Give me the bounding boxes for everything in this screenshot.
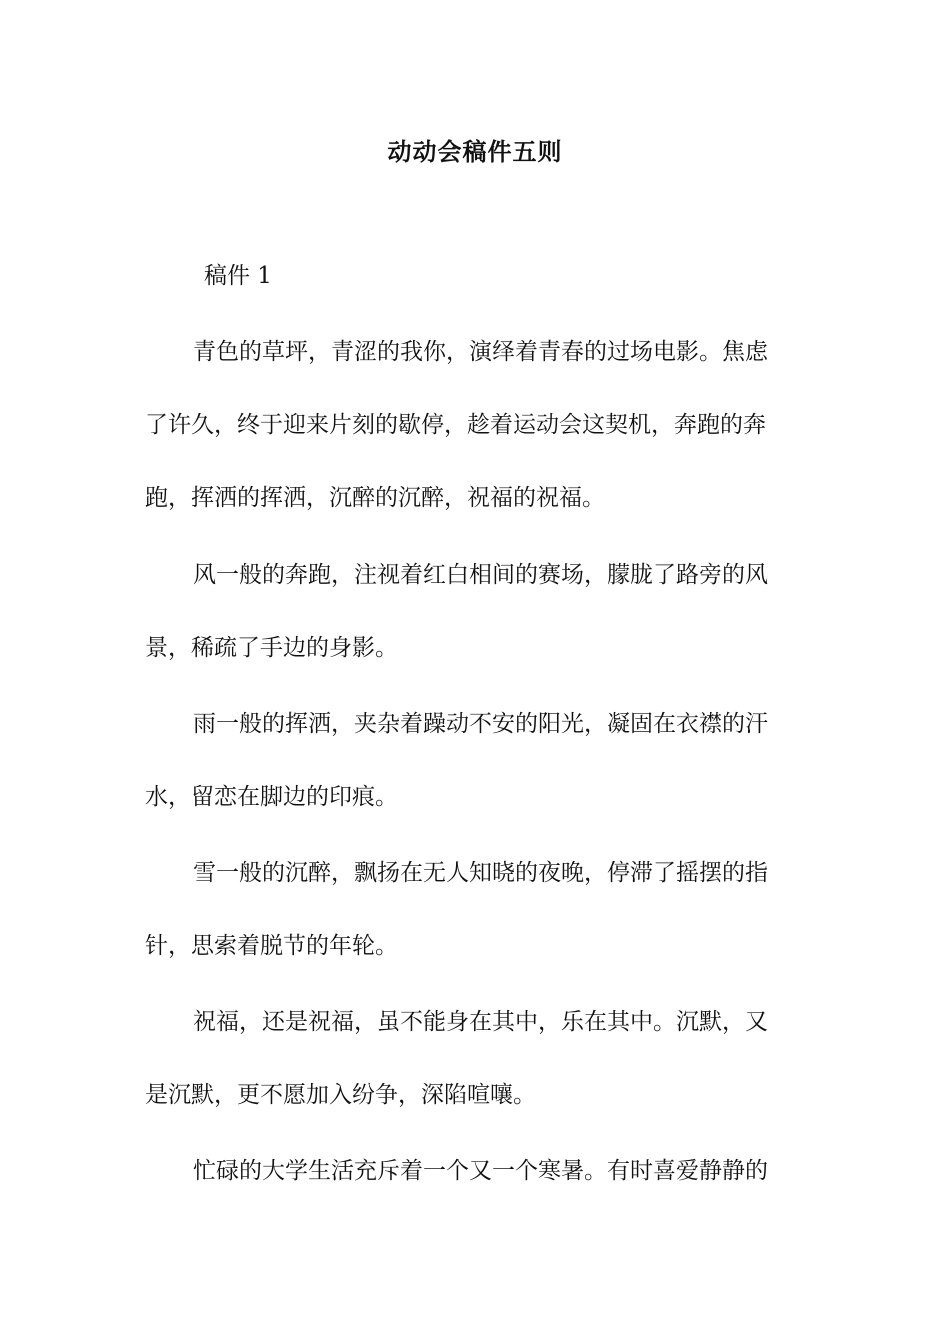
- body-line: 是沉默，更不愿加入纷争，深陷喧嚷。: [145, 1082, 536, 1108]
- document-title: 动动会稿件五则: [387, 138, 563, 166]
- body-line: 了许久，终于迎来片刻的歇停，趁着运动会这契机，奔跑的奔: [145, 412, 766, 438]
- body-line: 景，稀疏了手边的身影。: [145, 635, 398, 661]
- body-line: 雨一般的挥洒，夹杂着躁动不安的阳光，凝固在衣襟的汗: [193, 711, 768, 737]
- body-line: 祝福，还是祝福，虽不能身在其中，乐在其中。沉默，又: [193, 1009, 768, 1035]
- section-label: 稿件 1: [204, 263, 272, 289]
- body-line: 雪一般的沉醉，飘扬在无人知晓的夜晚，停滞了摇摆的指: [193, 860, 768, 886]
- body-line: 跑，挥洒的挥洒，沉醉的沉醉，祝福的祝福。: [145, 485, 605, 511]
- body-line: 风一般的奔跑，注视着红白相间的赛场，朦胧了路旁的风: [193, 562, 768, 588]
- body-line: 忙碌的大学生活充斥着一个又一个寒暑。有时喜爱静静的: [193, 1158, 768, 1184]
- body-line: 青色的草坪，青涩的我你，演绎着青春的过场电影。焦虑: [193, 339, 768, 365]
- body-line: 水，留恋在脚边的印痕。: [145, 784, 398, 810]
- body-line: 针，思索着脱节的年轮。: [145, 933, 398, 959]
